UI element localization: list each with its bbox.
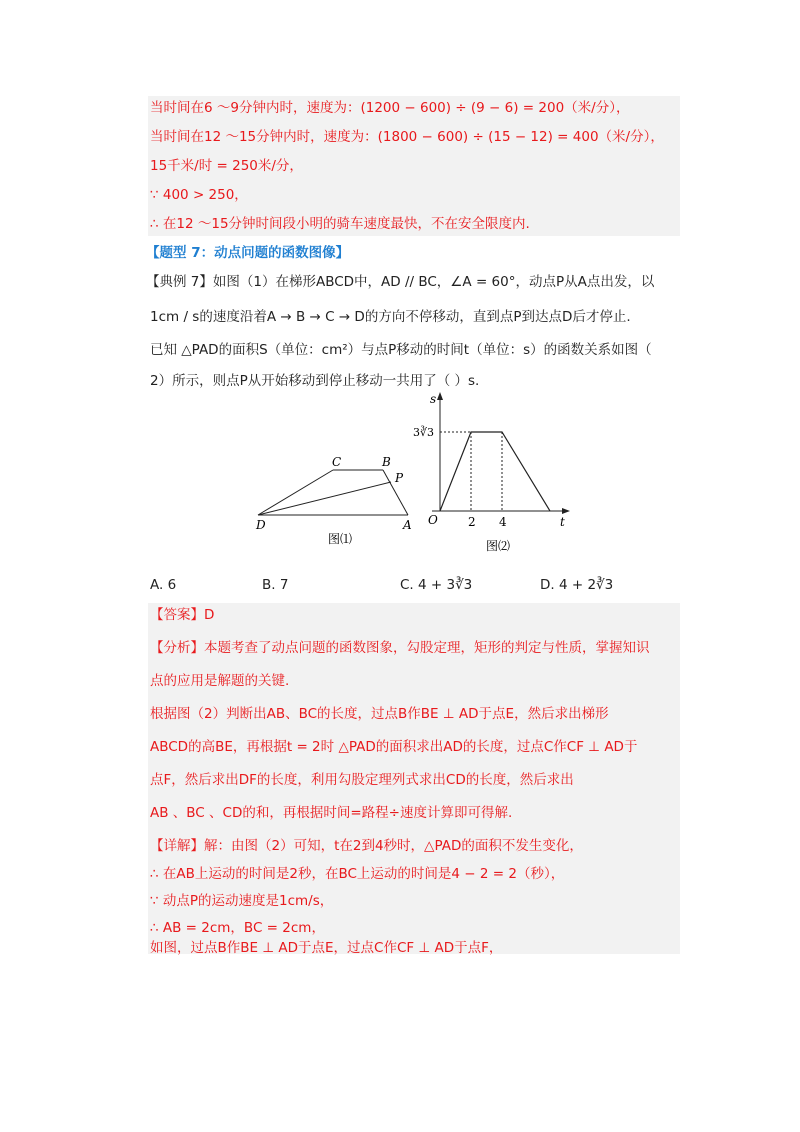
origin-label: O bbox=[428, 513, 438, 527]
detail-line-3: ∵ 动点P的运动速度是1cm/s， bbox=[150, 893, 334, 909]
analysis-line-1: 【分析】本题考查了动点问题的函数图象，勾股定理，矩形的判定与性质，掌握知识 bbox=[150, 640, 650, 656]
answer-label: 【答案】D bbox=[150, 607, 215, 623]
figure-2-caption: 图⑵ bbox=[486, 539, 511, 553]
detail-line-4: ∴ AB = 2cm，BC = 2cm， bbox=[150, 920, 325, 936]
detail-line-2: ∴ 在AB上运动的时间是2秒，在BC上运动的时间是4 − 2 = 2（秒）， bbox=[150, 866, 565, 882]
example-line-1: 【典例 7】如图（1）在梯形ABCD中，AD // BC，∠A = 60°，动点P从A点出发，以 bbox=[146, 274, 655, 290]
choice-d[interactable]: D. 4 + 2∛3 bbox=[540, 577, 614, 593]
figure-1-trapezoid bbox=[240, 445, 430, 555]
section-title: 【题型 7：动点问题的函数图像】 bbox=[146, 245, 350, 261]
solution-line-1: 当时间在6 ～9分钟内时，速度为：(1200 − 600) ÷ (9 − 6) = 200（米/分）， bbox=[150, 100, 630, 116]
choice-b[interactable]: B. 7 bbox=[262, 577, 289, 593]
solution-line-3: 15千米/时 = 250米/分， bbox=[150, 158, 303, 174]
label-d: D bbox=[256, 518, 266, 532]
y-axis-label: s bbox=[430, 392, 437, 406]
x-tick-2: 2 bbox=[468, 515, 476, 529]
solution-line-4: ∵ 400 > 250， bbox=[150, 187, 248, 203]
label-c: C bbox=[332, 455, 342, 469]
label-p: P bbox=[395, 471, 404, 485]
analysis-line-4: ABCD的高BE，再根据t = 2时 △PAD的面积求出AD的长度，过点C作CF ⊥ AD于 bbox=[150, 739, 638, 755]
segment-dc bbox=[258, 470, 333, 515]
function-graph bbox=[440, 432, 550, 511]
detail-line-1: 【详解】解：由图（2）可知，t在2到4秒时，△PAD的面积不发生变化， bbox=[150, 838, 583, 854]
y-axis-arrow bbox=[437, 392, 443, 400]
figure-2-graph bbox=[410, 390, 580, 560]
x-axis-arrow bbox=[562, 508, 570, 514]
choice-c[interactable]: C. 4 + 3∛3 bbox=[400, 577, 473, 593]
solution-line-5: ∴ 在12 ～15分钟时间段小明的骑车速度最快，不在安全限度内. bbox=[150, 216, 530, 232]
example-line-2: 1cm / s的速度沿着A → B → C → D的方向不停移动，直到点P到达点D后才停止. bbox=[150, 309, 631, 325]
solution-line-2: 当时间在12 ～15分钟内时，速度为：(1800 − 600) ÷ (15 − 12) = 400（米/分）， bbox=[150, 129, 664, 145]
analysis-line-3: 根据图（2）判断出AB、BC的长度，过点B作BE ⊥ AD于点E，然后求出梯形 bbox=[150, 706, 609, 722]
x-tick-4: 4 bbox=[499, 515, 507, 529]
label-b: B bbox=[382, 455, 391, 469]
analysis-line-2: 点的应用是解题的关键. bbox=[150, 673, 290, 689]
segment-dp bbox=[258, 482, 391, 515]
y-tick-label: 3∛3 bbox=[413, 426, 435, 439]
choice-a[interactable]: A. 6 bbox=[150, 577, 177, 593]
detail-line-5-visible: 如图，过点B作BE ⊥ AD于点E，过点C作CF ⊥ AD于点F， bbox=[150, 940, 503, 956]
example-line-4: 2）所示，则点P从开始移动到停止移动一共用了（ ）s. bbox=[150, 373, 480, 389]
x-axis-label: t bbox=[560, 515, 565, 529]
label-a: A bbox=[403, 518, 412, 532]
figure-1-caption: 图⑴ bbox=[328, 532, 353, 546]
example-line-3: 已知 △PAD的面积S（单位：cm²）与点P移动的时间t（单位：s）的函数关系如图（ bbox=[150, 342, 652, 358]
analysis-line-5: 点F，然后求出DF的长度，利用勾股定理列式求出CD的长度，然后求出 bbox=[150, 772, 574, 788]
analysis-line-6: AB 、BC 、CD的和，再根据时间=路程÷速度计算即可得解. bbox=[150, 805, 513, 821]
